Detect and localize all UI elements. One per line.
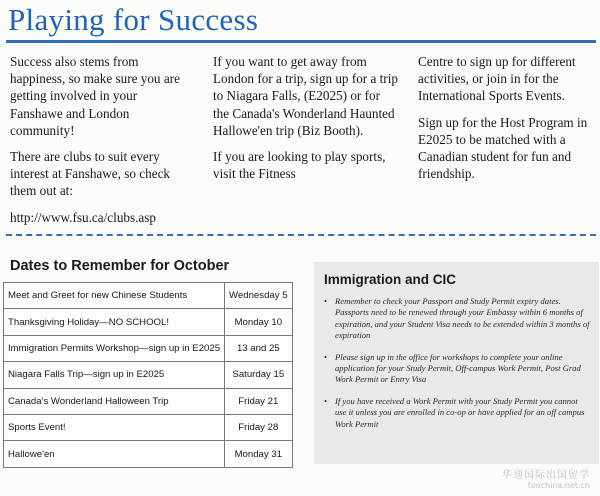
dates-heading: Dates to Remember for October	[10, 258, 230, 274]
section-divider	[6, 234, 596, 236]
date-cell: Saturday 15	[225, 362, 293, 388]
paragraph: If you are looking to play sports, visit the Fitness	[213, 149, 386, 182]
watermark-text: 华通国际出国留学	[502, 470, 590, 481]
table-row	[4, 283, 293, 309]
list-item-text: If you have received a Work Permit with your Study Permit you cannot use it unless you are enrolled in co-op or have applied for an off campus Work Permit	[335, 395, 585, 429]
paragraph: Sign up for the Host Program in E2025 to be matched with a Canadian student for fun and friendship.	[418, 114, 588, 182]
event-cell: Sports Event!	[4, 414, 225, 440]
title-rule	[6, 40, 596, 43]
paragraph: Centre to sign up for different activities, or join in for the International Sports Events.	[418, 54, 576, 104]
event-cell: Immigration Permits Workshop—sign up in E2025	[4, 335, 225, 361]
date-cell: Wednesday 5	[225, 283, 293, 309]
page-title: Playing for Success	[8, 2, 259, 37]
article-column-3	[418, 53, 594, 191]
list-item-text: Please sign up in the office for workshops to complete your online application for your Study Permit, Off-campus Work Permit, Post Grad Work Permit or Entry Visa	[335, 351, 581, 385]
list-item	[322, 296, 590, 342]
table-row	[4, 388, 293, 414]
event-cell: Meet and Greet for new Chinese Students	[4, 283, 225, 309]
table-row	[4, 335, 293, 361]
paragraph: Success also stems from happiness, so make sure you are getting involved in your Fanshawe and London community!	[10, 54, 180, 138]
date-cell: Friday 28	[225, 414, 293, 440]
event-cell: Canada's Wonderland Halloween Trip	[4, 388, 225, 414]
immigration-list	[322, 296, 590, 440]
list-item	[322, 396, 590, 430]
article-column-1	[10, 53, 190, 235]
bullet-icon: •	[324, 296, 328, 306]
date-cell: 13 and 25	[225, 335, 293, 361]
bullet-icon: •	[324, 351, 328, 362]
watermark	[502, 466, 590, 490]
table-row	[4, 362, 293, 388]
paragraph: If you want to get away from London for a trip, sign up for a trip to Niagara Falls, (E2025) or for the Canada's Wonderland Haunted Hallowe'en trip (Biz Booth).	[213, 54, 398, 138]
watermark-url: toochina.net.cn	[527, 481, 590, 490]
date-cell: Monday 10	[225, 309, 293, 335]
article-column-2	[213, 53, 398, 191]
event-cell: Hallowe'en	[4, 441, 225, 467]
event-cell: Niagara Falls Trip—sign up in E2025	[4, 362, 225, 388]
list-item-text: Remember to check your Passport and Study Permit expiry dates. Passports need to be renewed through your Embassy within 6 months of expiration, and your Student Visa needs to be extended within 3 months of expiration	[335, 296, 590, 341]
dates-table	[3, 282, 293, 468]
table-row	[4, 414, 293, 440]
table-row	[4, 441, 293, 467]
clubs-link[interactable]: http://www.fsu.ca/clubs.asp	[10, 209, 157, 225]
bullet-icon: •	[324, 395, 328, 406]
date-cell: Monday 31	[225, 441, 293, 467]
immigration-heading: Immigration and CIC	[324, 272, 457, 287]
date-cell: Friday 21	[225, 388, 293, 414]
event-cell: Thanksgiving Holiday—NO SCHOOL!	[4, 309, 225, 335]
table-row	[4, 309, 293, 335]
paragraph: There are clubs to suit every interest at Fanshawe, so check them out at:	[10, 149, 171, 199]
list-item	[322, 352, 590, 386]
